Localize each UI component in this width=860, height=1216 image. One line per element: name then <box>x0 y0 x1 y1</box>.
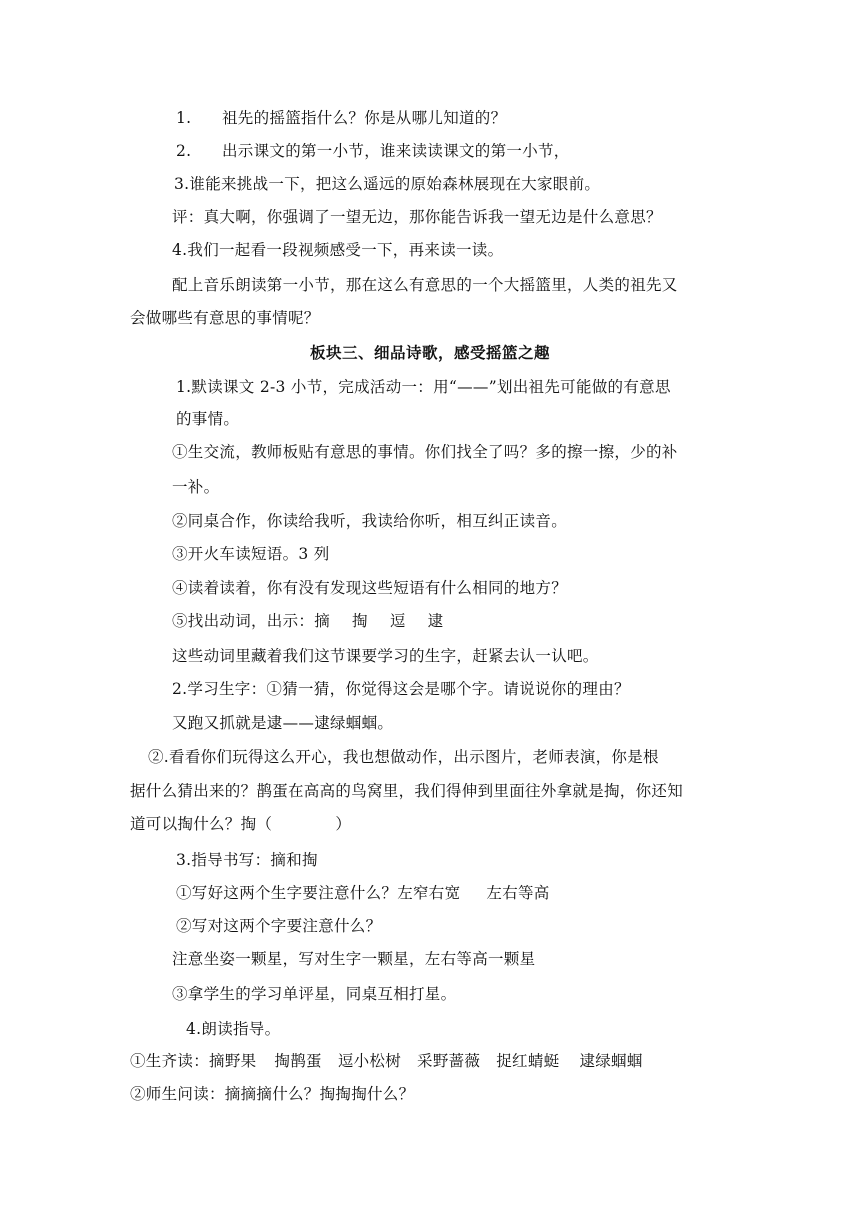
line-text: 祖先的摇篮指什么？你是从哪儿知道的？ <box>222 109 507 127</box>
line-text: 左右等高 <box>486 884 550 902</box>
text-line: 注意坐姿一颗星，写对生字一颗星，左右等高一颗星 <box>172 950 536 968</box>
split-line <box>176 882 550 904</box>
phrase: 捉红蜻蜓 <box>496 1052 560 1070</box>
text-line: 道可以掏什么？掏（ ） <box>130 815 352 833</box>
phrase: 掏鹊蛋 <box>274 1052 322 1070</box>
line-text: 出示课文的第一小节，谁来读读课文的第一小节， <box>222 142 570 160</box>
text-line: 会做哪些有意思的事情呢？ <box>130 309 320 327</box>
text-line: ③拿学生的学习单评星，同桌互相打星。 <box>172 985 457 1003</box>
phrase: 逗小松树 <box>337 1052 402 1070</box>
text-line: ③开火车读短语。3 列 <box>172 545 330 563</box>
phrase: 摘野果 <box>209 1052 257 1070</box>
list-number: 2. <box>176 142 192 160</box>
text-line: 这些动词里藏着我们这节课要学习的生字，赶紧去认一认吧。 <box>172 647 599 665</box>
question-line-1 <box>176 107 506 129</box>
text-line: 又跑又抓就是逮——逮绿蝈蝈。 <box>172 714 394 732</box>
verb-word: 逗 <box>389 612 406 630</box>
reading-line <box>130 1050 643 1072</box>
list-number: 1. <box>176 109 192 127</box>
verb-word: 逮 <box>427 612 444 630</box>
text-line: ②写对这两个字要注意什么？ <box>176 917 382 935</box>
text-line: 评：真大啊，你强调了一望无边，那你能告诉我一望无边是什么意思？ <box>172 208 662 226</box>
text-line: ②.看看你们玩得这么开心，我也想做动作，出示图片，老师表演，你是根 <box>148 748 659 766</box>
text-line: ①生交流，教师板贴有意思的事情。你们找全了吗？多的擦一擦，少的补 <box>172 443 678 461</box>
text-line: 一补。 <box>172 478 220 496</box>
text-line: 4.我们一起看一段视频感受一下，再来读一读。 <box>172 241 504 259</box>
verb-word: 掏 <box>352 612 368 630</box>
line-text: ①写好这两个生字要注意什么？左窄右宽 <box>176 884 461 902</box>
text-line: 2.学习生字：①猜一猜，你觉得这会是哪个字。请说说你的理由？ <box>172 680 630 698</box>
text-line: 3.指导书写：摘和掏 <box>176 851 318 869</box>
phrase: 逮绿蝈蝈 <box>579 1052 643 1070</box>
text-line: 3.谁能来挑战一下，把这么遥远的原始森林展现在大家眼前。 <box>174 175 601 193</box>
text-line: 配上音乐朗读第一小节，那在这么有意思的一个大摇篮里，人类的祖先又 <box>172 276 678 294</box>
text-line: 1.默读课文 2-3 小节，完成活动一：用“——”划出祖先可能做的有意思 <box>176 378 671 396</box>
text-line: 的事情。 <box>176 410 240 428</box>
line-text: ⑤找出动词，出示： <box>172 612 315 630</box>
line-text: ①生齐读： <box>130 1052 210 1070</box>
phrase: 采野蔷薇 <box>417 1052 481 1070</box>
text-line: 4.朗读指导。 <box>186 1020 281 1038</box>
text-line: 据什么猜出来的？鹊蛋在高高的鸟窝里，我们得伸到里面往外拿就是掏，你还知 <box>130 782 684 800</box>
text-line: ②同桌合作，你读给我听，我读给你听，相互纠正读音。 <box>172 512 568 530</box>
section-heading: 板块三、细品诗歌，感受摇篮之趣 <box>309 344 550 362</box>
question-line-2 <box>176 140 570 162</box>
text-line: ④读着读着，你有没有发现这些短语有什么相同的地方？ <box>172 579 568 597</box>
verb-word: 摘 <box>314 612 331 630</box>
verb-line <box>172 610 443 632</box>
text-line: ②师生问读：摘摘摘什么？掏掏掏什么？ <box>130 1085 415 1103</box>
